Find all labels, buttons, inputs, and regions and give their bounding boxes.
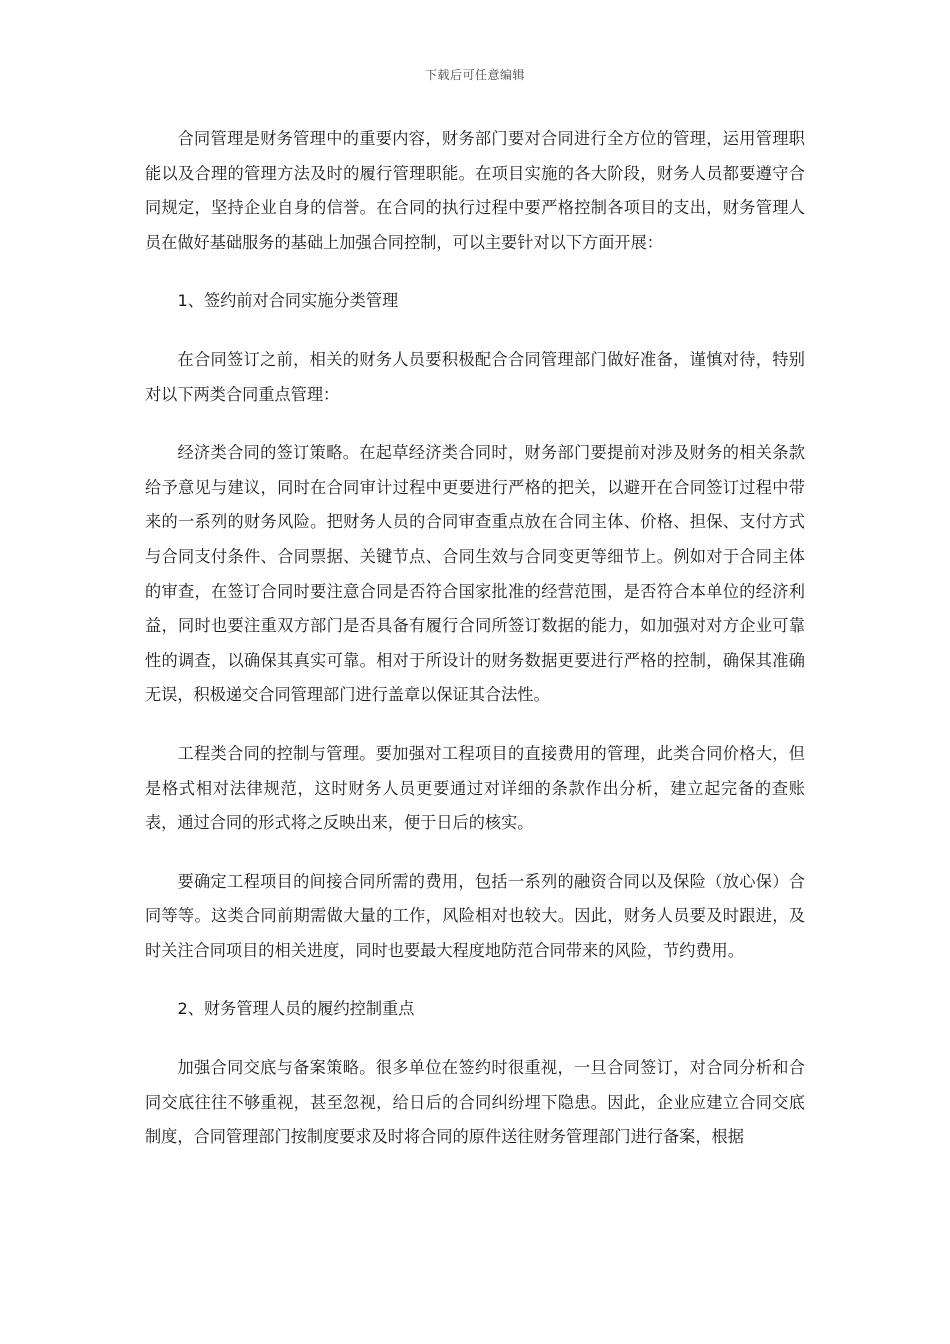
economic-contract-paragraph: 经济类合同的签订策略。在起草经济类合同时，财务部门要提前对涉及财务的相关条款给予意见与建议，同时在合同审计过程中更要进行严格的把关，以避开在合同签订过程中带来的一系列的财务风险。把财务人员的合同审查重点放在合同主体、价格、担保、支付方式与合同支付条件、合同票据、关键节点、合同生效与合同变更等细节上。例如对于合同主体的审查，在签订合同时要注意合同是否符合国家批准的经营范围，是否符合本单位的经济利益，同时也要注重双方部门是否具备有履行合同所签订数据的能力，如加强对对方企业可靠性的调查，以确保其真实可靠。相对于所设计的财务数据更要进行严格的控制，确保其准确无误，积极递交合同管理部门进行盖章以保证其合法性。 <box>145 443 805 705</box>
section-heading-1: 1、签约前对合同实施分类管理 <box>177 291 399 311</box>
pre-sign-paragraph: 在合同签订之前，相关的财务人员要积极配合合同管理部门做好准备，谨慎对待，特别对以下两类合同重点管理： <box>145 349 805 404</box>
intro-paragraph: 合同管理是财务管理中的重要内容，财务部门要对合同进行全方位的管理，运用管理职能以及合理的管理方法及时的履行管理职能。在项目实施的各大阶段，财务人员都要遵守合同规定，坚持企业自身的信誉。在合同的执行过程中要严格控制各项目的支出，财务管理人员在做好基础服务的基础上加强合同控制，可以主要针对以下方面开展： <box>145 129 805 252</box>
page-header: 下载后可任意编辑 <box>424 68 525 82</box>
engineering-contract-paragraph: 工程类合同的控制与管理。要加强对工程项目的直接费用的管理，此类合同价格大，但是格式相对法律规范，这时财务人员更要通过对详细的条款作出分析，建立起完备的查账表，通过合同的形式将之反映出来，便于日后的核实。 <box>145 743 805 833</box>
document-body <box>145 122 805 1179</box>
handover-paragraph: 加强合同交底与备案策略。很多单位在签约时很重视，一旦合同签订，对合同分析和合同交底往往不够重视，甚至忽视，给日后的合同纠纷埋下隐患。因此，企业应建立合同交底制度，合同管理部门按制度要求及时将合同的原件送往财务管理部门进行备案，根据 <box>145 1058 805 1147</box>
indirect-cost-paragraph: 要确定工程项目的间接合同所需的费用，包括一系列的融资合同以及保险（放心保）合同等等。这类合同前期需做大量的工作，风险相对也较大。因此，财务人员要及时跟进，及时关注合同项目的相关进度，同时也要最大程度地防范合同带来的风险，节约费用。 <box>145 871 805 960</box>
section-heading-2: 2、财务管理人员的履约控制重点 <box>177 999 415 1019</box>
